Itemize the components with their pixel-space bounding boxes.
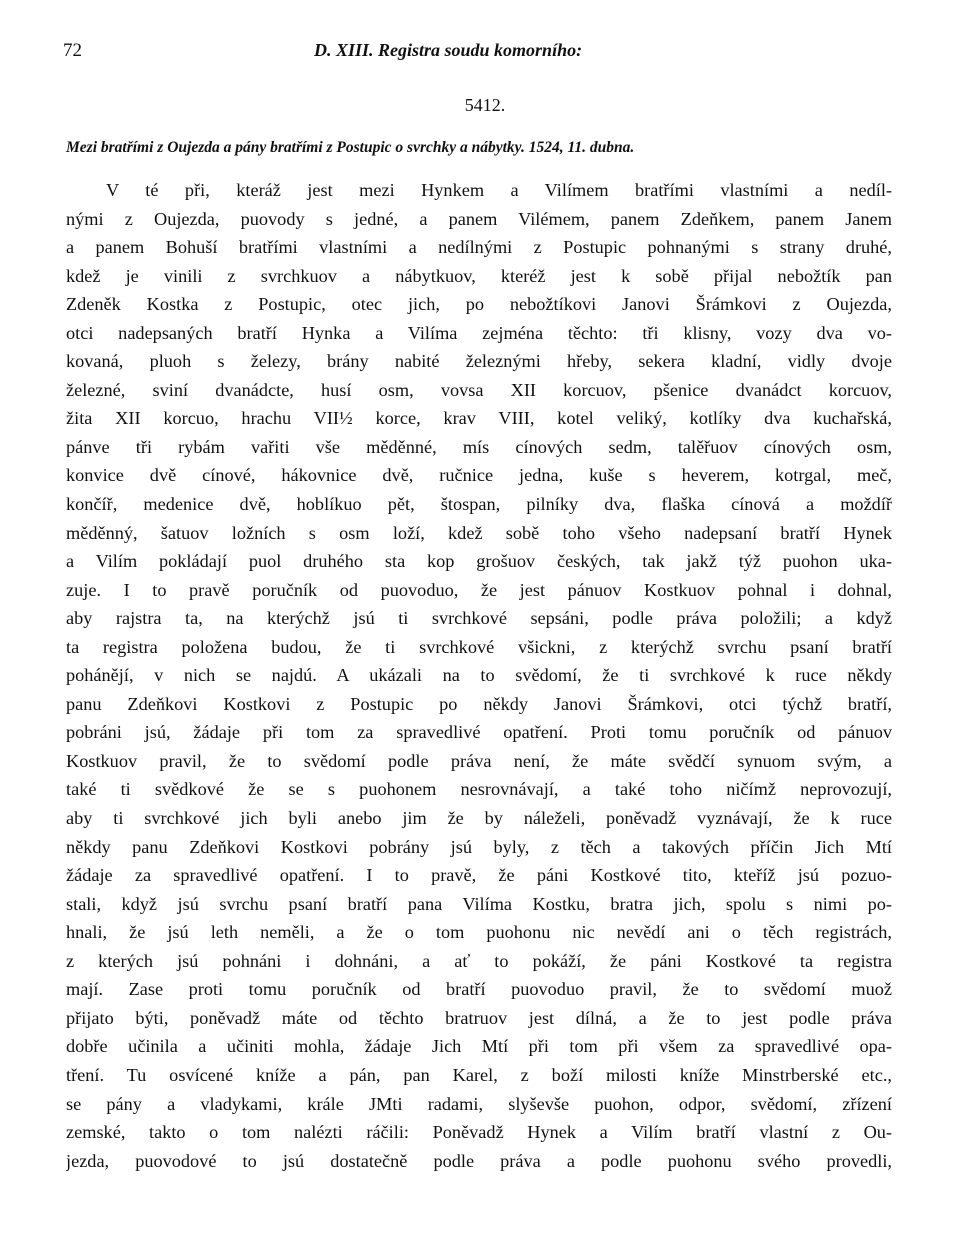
text-line: končíř, medenice dvě, hoblíkuo pět, štospan, pilníky dva, flaška cínová a moždíř — [66, 494, 892, 515]
text-line: otci nadepsaných bratří Hynka a Vilíma zejména těchto: tři klisny, vozy dva vo- — [66, 322, 892, 343]
text-line: a Vilím pokládají puol druhého sta kop grošuov českých, tak jakž týž puohon uka- — [66, 551, 892, 572]
text-line: nými z Oujezda, puovody s jedné, a panem Vilémem, panem Zdeňkem, panem Janem — [66, 208, 892, 229]
text-line: a panem Bohuší bratřími vlastními a nedílnými z Postupic pohnanými s strany druhé, — [66, 237, 892, 258]
text-line: Zdeněk Kostka z Postupic, otec jich, po nebožtíkovi Janovi Šrámkovi z Oujezda, — [66, 294, 892, 315]
text-line: konvice dvě cínové, hákovnice dvě, ručnice jedna, kuše s heverem, kotrgal, meč, — [66, 465, 892, 486]
text-line: ta registra položena budou, že ti svrchkové všickni, z kterýchž svrchu psaní bratří — [66, 636, 892, 657]
text-line: železné, sviní dvanádcte, husí osm, vovsa XII korcuov, pšenice dvanádct korcuov, — [66, 379, 892, 400]
running-title: D. XIII. Registra soudu komorního: — [314, 40, 583, 60]
text-line: z kterých jsú pohnáni i dohnáni, a ať to pokáží, že páni Kostkové ta registra — [66, 950, 892, 971]
text-line: zemské, takto o tom nalézti ráčili: Poněvadž Hynek a Vilím bratří vlastní z Ou- — [66, 1122, 892, 1143]
text-line: V té při, kteráž jest mezi Hynkem a Vilímem bratřími vlastními a nedíl- — [106, 180, 892, 200]
text-line: panu Zdeňkovi Kostkovi z Postupic po někdy Janovi Šrámkovi, otci týchž bratří, — [66, 693, 892, 714]
document-summary: Mezi bratřími z Oujezda a pány bratřími z Postupic o svrchky a nábytky. 1524, 11. dubna. — [66, 139, 635, 156]
text-line: pohánějí, v nich se najdú. A ukázali na to svědomí, že ti svrchkové k rucе někdy — [66, 665, 892, 686]
document-body — [66, 176, 892, 1175]
text-line: stali, když jsú svrchu psaní bratří pana Vilíma Kostku, bratra jich, spolu s nimi po- — [66, 893, 892, 914]
text-line: také ti svědkové že se s puohonem nesrovnávají, a také toho ničímž neprovozují, — [66, 779, 892, 800]
text-line: kdež je vinili z svrchkuov a nábytkuov, kteréž jest k sobě přijal nebožtík pan — [66, 265, 892, 286]
text-line: zuje. I to pravě poručník od puovoduo, že jest pánuov Kostkuov pohnal i dohnal, — [66, 579, 892, 600]
text-line: žádaje za spravedlivé opatření. I to pravě, že páni Kostkové tito, kteříž jsú pozuo- — [66, 865, 892, 886]
text-line: měděnný, šatuov ložních s osm loží, kdež sobě toho všeho nadepsaní bratří Hynek — [66, 522, 892, 543]
text-line: tření. Tu osvícené kníže a pán, pan Karel, z boží milosti kníže Minstrberské etc., — [66, 1064, 892, 1085]
text-line: kovaná, pluoh s železy, brány nabité železnými hřeby, sekera kladní, vidly dvoje — [66, 351, 892, 372]
text-line: pobráni jsú, žádaje při tom za spravedlivé opatření. Proti tomu poručník od pánuov — [66, 722, 892, 743]
text-line: přijato býti, poněvadž máte od těchto bratruov jest dílná, a že to jest podle práva — [66, 1007, 892, 1028]
text-line: hnali, že jsú leth neměli, a že o tom puohonu nic nevědí ani o těch registrách, — [66, 922, 892, 943]
text-line: se pány a vladykami, krále JMti radami, slyševše puohon, odpor, svědomí, zřízení — [66, 1093, 892, 1114]
page-number: 72 — [63, 40, 82, 61]
text-line: dobře učinila a učiniti mohla, žádaje Jich Mtí při tom při všem za spravedlivé opa- — [66, 1036, 892, 1057]
text-line: jezda, puovodové to jsú dostatečně podle práva a podle puohonu svého provedli, — [66, 1150, 892, 1171]
text-line: aby ti svrchkové jich byli anebo jim že by náleželi, poněvadž vyznávají, že k ruce — [66, 808, 892, 829]
text-line: někdy panu Zdeňkovi Kostkovi pobrány jsú byly, z těch a takových příčin Jich Mtí — [66, 836, 892, 857]
document-number: 5412. — [464, 95, 506, 115]
text-line: pánve tři rybám vařiti vše měděnné, mís cínových sedm, talěřuov cínových osm, — [66, 436, 892, 457]
text-line: aby rajstra ta, na kterýchž jsú ti svrchkové sepsáni, podle práva položili; a když — [66, 608, 892, 629]
text-line: žita XII korcuo, hrachu VII½ korce, krav VIII, kotel veliký, kotlíky dva kuchařská, — [66, 408, 892, 429]
text-line: mají. Zase proti tomu poručník od bratří puovoduo pravil, že to svědomí muož — [66, 979, 892, 1000]
text-line: Kostkuov pravil, že to svědomí podle práva není, že máte svědčí synuom svým, a — [66, 750, 892, 771]
